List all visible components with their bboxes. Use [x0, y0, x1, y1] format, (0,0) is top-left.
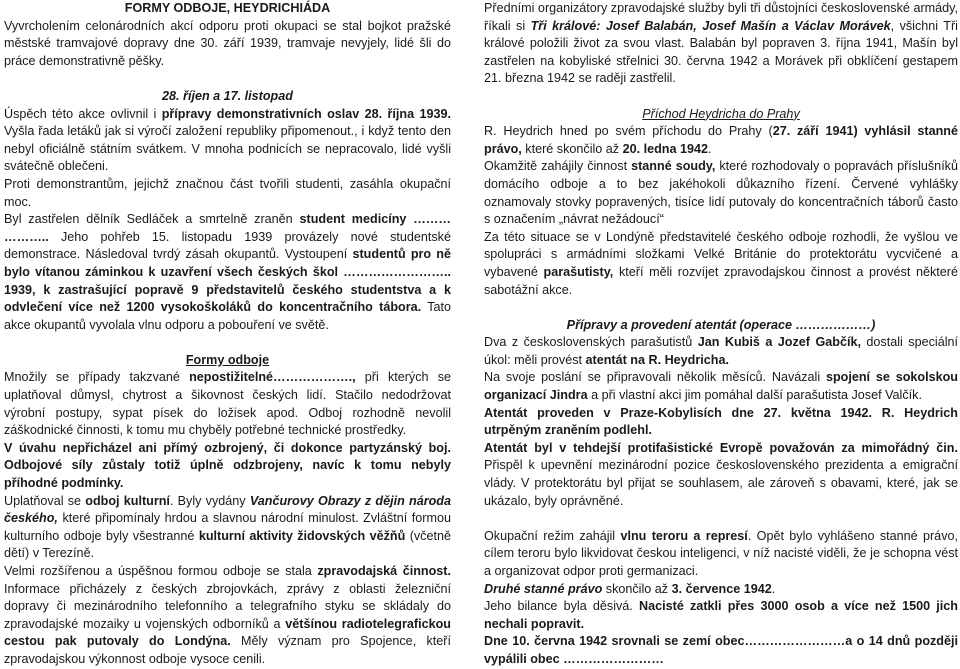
text: Okupační režim zahájil [484, 528, 621, 543]
paragraph-nepostizitelne [4, 369, 451, 439]
bold-text: Jan Kubiš a Jozef Gabčík, [697, 335, 861, 350]
paragraph-zpravodajska [4, 563, 451, 669]
paragraph-ozbrojeny-boj: V úvahu nepřicházel ani přímý ozbrojený, či dokonce partyzánský boj. Odbojové síly zůstaly totiž úplně odzbrojeny, navíc k tomu nebyly příhodné podmínky. [4, 440, 451, 491]
text: června 1942 srovnali se zemí obec [534, 634, 745, 649]
text: Okamžitě zahájily činnost [484, 159, 632, 174]
text: při kterých se uplatňoval důmysl, chytrost a šikovnost českých lidí. Stačilo nedodržovat výrobní postupy, sypat písek do ložisek apod. Odboj rozhodně nevolil záškodnické činnosti, k tomu mu chyběly potřebné technické prostředky. [4, 370, 451, 438]
bold-text: nepostižitelné………………., [189, 370, 356, 385]
spacer [4, 334, 451, 352]
text: kteří měli rozvíjet zpravodajskou činnost a provést některé sabotážní akce. [484, 264, 958, 297]
formy-odboje-heading: Formy odboje [185, 352, 270, 367]
spacer [484, 88, 958, 106]
text: skončilo až [602, 581, 672, 596]
paragraph-kulturni-odboj [4, 493, 451, 563]
text: ……………………a o 14 dnů později vypálili obec …………………… [484, 634, 958, 666]
bold-text: stanné soudy, [631, 159, 716, 174]
text: dostali speciální úkol: měli provést [484, 335, 959, 367]
bold-italic-text: Druhé stanné právo [484, 581, 603, 596]
paragraph-stanne-soudy [484, 158, 958, 228]
text: . Byly vydány [169, 493, 250, 508]
paragraph-tri-kralove [484, 0, 958, 88]
text: , všichni Tři králové položili život za svou vlast. Balabán byl popraven 3. října 1941, Mašín byl zastřelen na kobyliské střelnici 30. června 1942 a Morávek při obklíčení gestapem 21. března 1942 se raději zastřelil. [484, 18, 958, 86]
text: Byl zastřelen dělník Sedláček a smrtelně zraněn [4, 212, 300, 227]
prichod-heydricha-heading: Příchod Heydricha do Prahy [642, 106, 800, 121]
text: . Opět bylo vyhlášeno stanné právo, cílem teroru bylo likvidovat českou inteligenci, v níž nacisté viděli, že je schopna vést a organizovat odpor proti germanizaci. [484, 528, 958, 578]
page-title: FORMY ODBOJE, HEYDRICHIÁDA [124, 1, 331, 15]
bold-text: většínou radiotelegrafickou cestou pak putovaly do Londýna. [4, 616, 451, 649]
paragraph-obce [484, 633, 958, 668]
pripravy-atentat-heading: Přípravy a provedení atentát (operace ………………) [566, 317, 876, 332]
right-column [484, 0, 958, 669]
text: Dva z československých parašutistů [484, 335, 698, 350]
bold-text: student medicíny ……… ……….. [4, 212, 451, 244]
left-column [4, 0, 451, 669]
text: Množily se případy takzvané [4, 370, 190, 385]
bold-text: vlnu teroru a represí [620, 528, 748, 543]
text: Informace přicházely z českých zbrojovkách, zprávy z oblasti železniční dopravy či mezinárodního telefonního a telegrafního styku se skládaly do zpravodajské mozaiky u vojenských odborníků a [4, 581, 451, 631]
date-heading: 28. říjen a 17. listopad [162, 88, 293, 103]
bold-text: odboj kulturní [85, 493, 170, 508]
bold-text: parašutisty, [543, 264, 614, 279]
text: Tato akce okupantů vyvolala vlnu odporu a pobouření ve světě. [4, 300, 451, 332]
paragraph-atentat-proveden: Atentát proveden v Praze-Kobylisích dne 27. května 1942. R. Heydrich utrpěným zraněním podlehl. [484, 405, 958, 438]
bold-text: atentát na R. Heydricha. [585, 352, 729, 367]
bold-text: kulturní aktivity židovských věžňů [198, 528, 406, 543]
paragraph-stanne-pravo [484, 123, 958, 158]
bold-text: 27. září 1941) vyhlásil stanné právo, [484, 124, 958, 156]
bold-text: Atentát byl v tehdejší protifašistické Evropě považován za mimořádný čin. [484, 440, 958, 455]
text: které připomínaly hrdou a slavnou národní minulost. Zvláštní formou kulturního odboje byly všestranné [4, 511, 451, 543]
text: Měly význam pro Spojence, kteří zpravodajskou výkonnost odboje vysoce cenili. [4, 634, 451, 666]
text: Jeho bilance byla děsivá. [484, 599, 640, 614]
intro-paragraph: Vyvrcholením celonárodních akcí odporu proti okupaci se stal bojkot pražské městské tramvajové dopravy dne 30. září 1939, tramvaje nevyjely, lidé šli do práce demonstrativně pěšky. [4, 18, 451, 68]
text: Na svoje poslání se připravovali několik měsíců. Navázali [484, 370, 826, 385]
text: . [708, 141, 712, 156]
paragraph-kubis-gabcik [484, 334, 958, 369]
text: R. Heydrich hned po svém příchodu do Prahy ( [484, 124, 773, 139]
text: Dne 10. [484, 634, 535, 649]
bold-text: záminkou k uzavření všech českých škol …………………….. 1939, k zastrašující popravě 9 představitelů českého studentstva a k odvlečení více než 1200 vysokoškoláků do koncentračního tábora. [4, 264, 452, 315]
text: (včetně dětí) v Terezíně. [4, 528, 451, 561]
paragraph-druhe-stanne-pravo [484, 581, 958, 599]
bold-text: spojení se sokolskou organizací Jindra [484, 370, 958, 403]
paragraph-bilance [484, 598, 958, 633]
text: které rozhodovaly o popravách příslušníků domácího odboje a to bez jakéhokoli důkazního řízení. Červené vyhlášky oznamovaly stovky popravených, tisíce lidí putovaly do koncentračních táborů často s označením „návrat nežádoucí“ [484, 159, 958, 227]
text: , i když tento den nebyl oficiálně státním svátkem. V mnoha podnicích se nepracovalo, lidé vyšli svátečně oblečeni. [4, 124, 451, 174]
paragraph-teror [484, 528, 958, 581]
text: Úspěch této akce ovlivnil i [4, 106, 162, 121]
bold-text: přípravy demonstrativních oslav 28. října 1939. [161, 106, 451, 121]
paragraph-mimoradny-cin [484, 440, 958, 510]
spacer [484, 510, 958, 528]
text: Předními organizátory zpravodajské služby byli tři důstojníci československé armády, říkali si [484, 1, 958, 33]
text: Vyšla řada letáků jak si výročí založení republiky připomenout. [4, 124, 355, 139]
text: Za této situace se v Londýně představitelé českého odboje rozhodli, že vyšlou ve spolupráci s armádními složkami Velké Británie do protektorátu vycvičené a vybavené [484, 229, 958, 279]
bold-text: studentů pro ně bylo vítanou [4, 247, 452, 279]
text: Jeho pohřeb 15. listopadu 1939 provázely nové studentské demonstrace. Následoval tvrdý zásah okupantů. Vystoupení [4, 229, 451, 262]
bold-text: Nacisté zatkli přes 3000 osob a více než 1500 jich nechali popravit. [484, 599, 958, 631]
bold-text: zpravodajská činnost. [317, 564, 452, 578]
bold-italic-text: Vančurovy Obrazy z dějin národa českého, [4, 493, 451, 526]
paragraph-sedlacek [4, 211, 451, 334]
spacer [4, 70, 451, 88]
paragraph-oslavy [4, 106, 451, 176]
paragraph-parasutiste [484, 229, 958, 299]
spacer [484, 299, 958, 317]
text: Velmi rozšířenou a úspěšnou formou odboje se stala [4, 564, 318, 578]
paragraph-priprava [484, 369, 958, 404]
bold-text: 3. července 1942 [671, 581, 772, 596]
text: Uplatňoval se [4, 493, 86, 508]
text: . [771, 581, 776, 596]
text: Přispěl k upevnění mezinárodní pozice československého prezidenta a emigrační vlády. V protektorátu byl přijat se souhlasem, ale zároveň s obavami, které, jak se ukázalo, byly oprávněné. [484, 458, 958, 508]
bold-text: 20. ledna 1942 [622, 141, 709, 156]
text: a při vlastní akci jim pomáhal další parašutista Josef Valčík. [587, 388, 922, 403]
bold-italic-text: Tři králové: Josef Balabán, Josef Mašín a Václav Morávek [530, 18, 891, 33]
text: které skončilo až [521, 141, 623, 156]
paragraph-demonstranti: Proti demonstrantům, jejichž značnou část tvořili studenti, zasáhla okupační moc. [4, 176, 451, 209]
